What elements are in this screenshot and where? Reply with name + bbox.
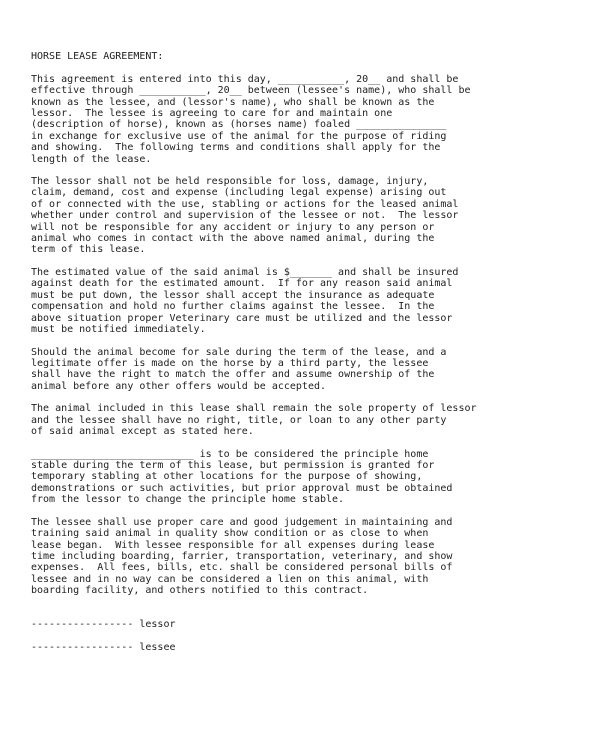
text-line: and showing. The following terms and conditions shall apply for the bbox=[31, 142, 441, 154]
paragraph-sale bbox=[31, 347, 581, 393]
text-line: The lessee shall use proper care and good judgement in maintaining and bbox=[31, 516, 453, 528]
text-line: The lessor shall not be held responsible for loss, damage, injury, bbox=[31, 176, 429, 188]
text-line: lease began. With lessee responsible for all expenses during lease bbox=[31, 539, 435, 551]
text-line: lessee and in no way can be considered a lien on this animal, with bbox=[31, 573, 429, 585]
text-line: temporary stabling at other locations for the purpose of showing, bbox=[31, 471, 423, 483]
text-line: will not be responsible for any accident or injury to any person or bbox=[31, 221, 435, 233]
text-line: length of the lease. bbox=[31, 153, 152, 165]
text-line: whether under control and supervision of the lessee or not. The lessor bbox=[31, 210, 459, 222]
text-line: Should the animal become for sale during the term of the lease, and a bbox=[31, 346, 447, 358]
text-line: known as the lessee, and (lessor's name), who shall be known as the bbox=[31, 96, 435, 108]
text-line: must be put down, the lessor shall accept the insurance as adequate bbox=[31, 289, 435, 301]
text-line: ___________________________ is to be considered the principle home bbox=[31, 448, 429, 460]
text-line: from the lessor to change the principle home stable. bbox=[31, 494, 345, 506]
text-line: of said animal except as stated here. bbox=[31, 426, 254, 438]
text-line: time including boarding, farrier, transportation, veterinary, and show bbox=[31, 550, 453, 562]
text-line: stable during the term of this lease, but permission is granted for bbox=[31, 460, 435, 472]
paragraph-home-stable bbox=[31, 449, 581, 506]
text-line: of or connected with the use, stabling or actions for the leased animal bbox=[31, 198, 459, 210]
text-line: in exchange for exclusive use of the animal for the purpose of riding bbox=[31, 130, 447, 142]
text-line: animal before any other offers would be accepted. bbox=[31, 380, 327, 392]
text-line: training said animal in quality show condition or as close to when bbox=[31, 528, 429, 540]
text-line: The estimated value of the said animal is $_______ and shall be insured bbox=[31, 267, 459, 279]
paragraph-liability bbox=[31, 176, 581, 256]
text-line: must be notified immediately. bbox=[31, 323, 206, 335]
text-line: shall have the right to match the offer and assume ownership of the bbox=[31, 369, 435, 381]
text-line: compensation and hold no further claims against the lessee. In the bbox=[31, 301, 435, 313]
paragraph-insurance bbox=[31, 267, 581, 335]
text-line: and the lessee shall have no right, title, or loan to any other party bbox=[31, 414, 447, 426]
text-line: boarding facility, and others notified to this contract. bbox=[31, 585, 369, 597]
lessor-signature-line: ----------------- lessor bbox=[31, 619, 176, 631]
text-line: against death for the estimated amount. If for any reason said animal bbox=[31, 278, 453, 290]
text-line: legitimate offer is made on the horse by a third party, the lessee bbox=[31, 357, 429, 369]
text-line: animal who comes in contact with the above named animal, during the bbox=[31, 233, 435, 245]
paragraph-care bbox=[31, 517, 581, 597]
text-line: This agreement is entered into this day, ___________, 20__ and shall be bbox=[31, 73, 459, 85]
text-line: effective through ___________, 20__ between (lessee's name), who shall be bbox=[31, 85, 471, 97]
lessee-signature-line: ----------------- lessee bbox=[31, 642, 176, 654]
text-line: above situation proper Veterinary care must be utilized and the lessor bbox=[31, 312, 453, 324]
paragraph-ownership bbox=[31, 403, 581, 437]
text-line: The animal included in this lease shall remain the sole property of lessor bbox=[31, 403, 477, 415]
text-line: (description of horse), known as (horses name) foaled _______________ bbox=[31, 119, 447, 131]
paragraph-agreement bbox=[31, 74, 581, 165]
lease-document bbox=[31, 51, 581, 654]
text-line: lessor. The lessee is agreeing to care for and maintain one bbox=[31, 107, 393, 119]
text-line: demonstrations or such activities, but prior approval must be obtained bbox=[31, 482, 453, 494]
document-title: HORSE LEASE AGREEMENT: bbox=[31, 51, 164, 62]
text-line: expenses. All fees, bills, etc. shall be considered personal bills of bbox=[31, 562, 453, 574]
text-line: term of this lease. bbox=[31, 244, 146, 256]
text-line: claim, demand, cost and expense (including legal expense) arising out bbox=[31, 187, 447, 199]
